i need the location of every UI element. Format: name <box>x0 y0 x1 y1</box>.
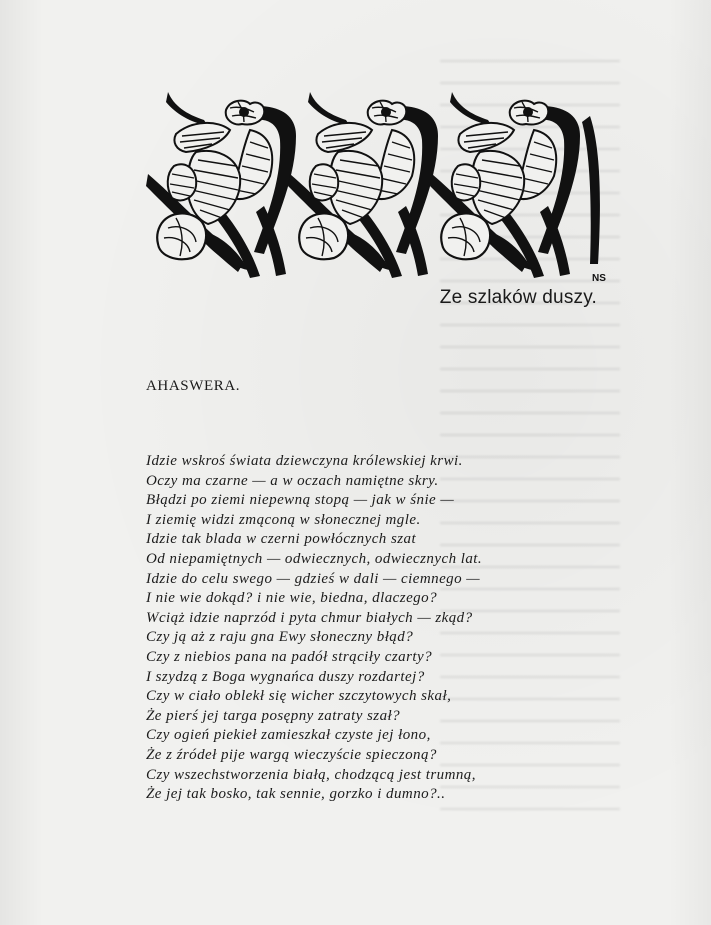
artist-monogram: NS <box>592 273 606 284</box>
iris-flower-frieze-icon <box>146 86 608 286</box>
poem-line: Idzie wskroś świata dziewczyna królewskiej krwi. <box>146 453 463 469</box>
poem-line: I nie wie dokąd? i nie wie, biedna, dlaczego? <box>146 590 438 607</box>
poem-line: I ziemię widzi zmąconą w słonecznej mgle. <box>146 511 421 528</box>
poem-line: Od niepamiętnych — odwiecznych, odwiecznych lat. <box>146 550 483 567</box>
poem-title: AHASWERA. <box>146 378 241 394</box>
poem-line: Czy w ciało oblekł się wicher szczytowych skał, <box>146 688 452 705</box>
poem-line: Że jej tak bosko, tak sennie, gorzko i dumno?.. <box>146 786 446 803</box>
poem-line: Czy wszechstworzenia białą, chodzącą jest trumną, <box>146 766 476 783</box>
poem-line: Wciąż idzie naprzód i pyta chmur białych — zkąd? <box>146 609 473 626</box>
poem-line: Czy ją aż z raju gna Ewy słoneczny błąd? <box>146 629 414 646</box>
poem-line: Że pierś jej targa posępny zatraty szał? <box>146 707 401 724</box>
poem-line: I szydzą z Boga wygnańca duszy rozdartej? <box>146 668 425 685</box>
poem-line: Idzie do celu swego — gdzieś w dali — ciemnego — <box>146 570 481 587</box>
poem-line: Że z źródeł pije wargą wieczyście spieczoną? <box>146 746 437 763</box>
poem-line: Błądzi po ziemi niepewną stopą — jak w śnie — <box>146 492 455 509</box>
poem-line: Czy ogień piekieł zamieszkał czyste jej łono, <box>146 727 431 744</box>
poem-line: Oczy ma czarne — a w oczach namiętne skry. <box>146 472 439 489</box>
poem-body <box>146 452 482 805</box>
poem-line: Czy z niebios pana na padół strąciły czarty? <box>146 648 433 665</box>
section-caption: Ze szlaków duszy. <box>439 287 597 308</box>
poem-line: Idzie tak blada w czerni powłócznych szat <box>146 531 417 548</box>
